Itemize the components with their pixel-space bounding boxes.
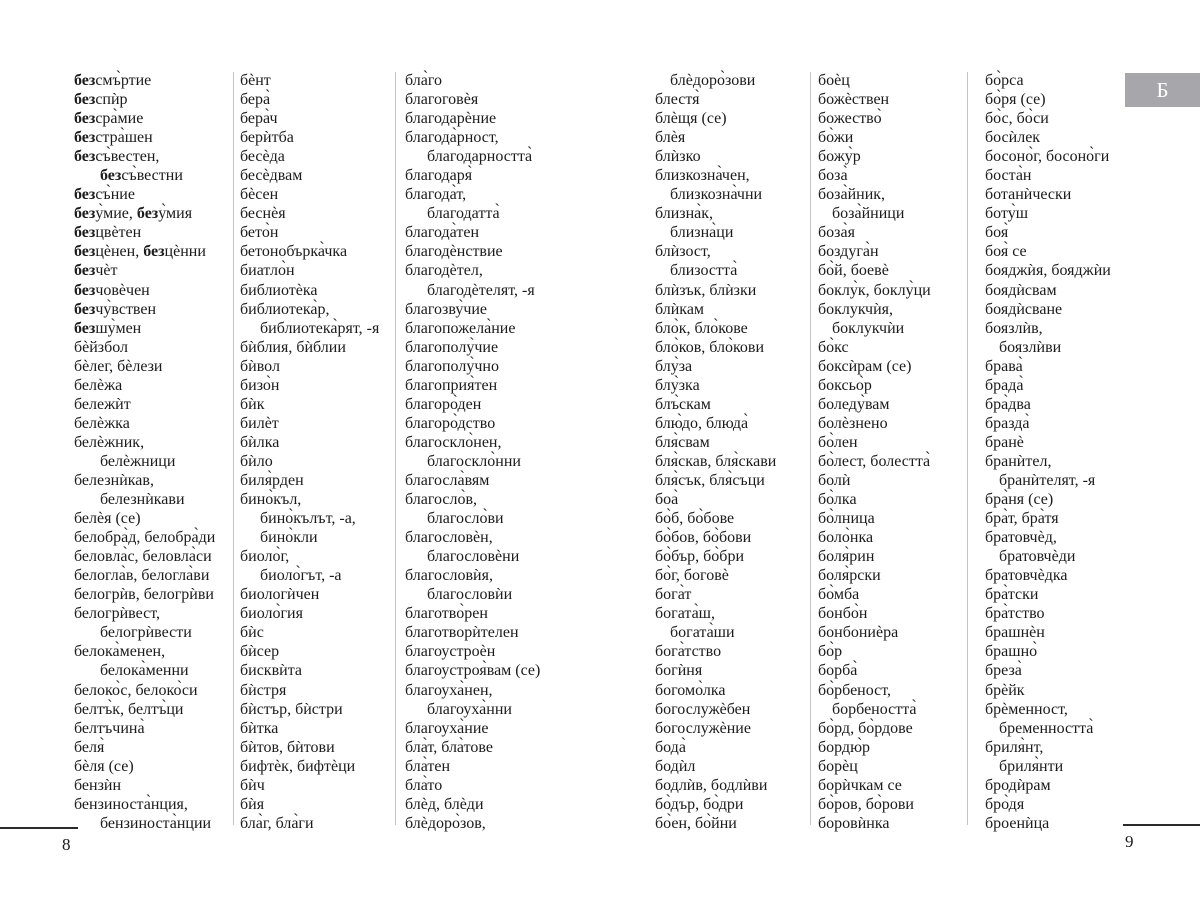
dictionary-entry-line: борѝчкам се (818, 776, 902, 794)
dictionary-entry-line: брашнѐн (985, 624, 1045, 642)
dictionary-entry-line: брада̀ (985, 376, 1024, 394)
dictionary-entry-line: бѝтка (240, 719, 279, 737)
dictionary-entry-line: благодарността̀ (427, 148, 533, 166)
dictionary-entry-line: бера̀ч (240, 110, 278, 128)
dictionary-entry-line: бога̀тство (655, 643, 722, 661)
dictionary-entry-line: безчѐт (74, 262, 118, 280)
dictionary-entry-line: боледу̀вам (818, 395, 890, 413)
dictionary-entry-line: бодѝл (655, 757, 696, 775)
dictionary-entry-line: бла̀то (405, 776, 443, 794)
dictionary-entry-line: беловла̀с, беловла̀си (74, 548, 212, 566)
dictionary-entry-line: бѝблия, бѝблии (240, 338, 346, 356)
dictionary-entry-line: борѐц (818, 757, 858, 775)
dictionary-entry-line: богата̀ш, (655, 605, 715, 623)
dictionary-entry-line: благода̀т, (405, 186, 467, 204)
dictionary-entry-line: благоговѐя (405, 91, 479, 109)
dictionary-entry-line: боклукчѝи (832, 319, 905, 337)
dictionary-entry-line: безсъ̀вестни (100, 167, 183, 185)
dictionary-entry-line: благопожела̀ние (405, 319, 516, 337)
dictionary-entry-line: белезнѝкави (100, 491, 185, 509)
dictionary-entry-line: бо̀мба (818, 586, 860, 604)
dictionary-entry-line: бонбониѐра (818, 624, 899, 642)
dictionary-entry-line: боту̀ш (985, 205, 1029, 223)
dictionary-entry-line: биоло̀г, (240, 548, 290, 566)
dictionary-entry-line: блѐщя (се) (655, 110, 727, 128)
dictionary-entry-line: библиотека̀рят, -я (260, 319, 380, 337)
dictionary-entry-line: боклу̀к, боклу̀ци (818, 281, 931, 299)
column-divider (395, 72, 396, 825)
dictionary-entry-line: благополу̀чно (405, 357, 499, 375)
dictionary-entry-line: белѐжници (100, 452, 176, 470)
dictionary-entry-line: боля̀рски (818, 567, 881, 585)
dictionary-entry-line: болѐзнено (818, 414, 888, 432)
dictionary-entry-line: благоприя̀тен (405, 376, 498, 394)
dictionary-entry-line: безчовѐчен (74, 281, 150, 299)
dictionary-entry-line: бетонобърка̀чка (240, 243, 348, 261)
dictionary-entry-line: благословѐни (427, 548, 520, 566)
dictionary-entry-line: блѐдоро̀зов, (405, 814, 486, 832)
dictionary-entry-line: биатло̀н (240, 262, 295, 280)
dictionary-entry-line: безшу̀мен (74, 319, 142, 337)
section-letter: Б (1156, 77, 1169, 102)
dictionary-entry-line: боза̀ (818, 167, 848, 185)
dictionary-entry-line: белогрѝвест, (74, 605, 160, 623)
dictionary-entry-line: биоло̀гия (240, 605, 303, 623)
dictionary-entry-line: блѐя (655, 129, 686, 147)
dictionary-entry-line: берѝтба (240, 129, 294, 147)
dictionary-entry-line: бино̀кълът, -а, (260, 510, 356, 528)
dictionary-entry-line: блу̀за (655, 357, 693, 375)
dictionary-entry-line: бо̀бов, бо̀бови (655, 529, 752, 547)
dictionary-entry-line: божѐствен (818, 91, 890, 109)
dictionary-entry-line: библиотѐка (240, 281, 318, 299)
dictionary-entry-line: боксѝрам (се) (818, 357, 912, 375)
dictionary-entry-line: бра̀тство (985, 605, 1045, 623)
dictionary-column-6 (985, 71, 1111, 833)
dictionary-entry-line: богомо̀лка (655, 681, 726, 699)
dictionary-entry-line: бонбо̀н (818, 605, 868, 623)
dictionary-entry-line: бо̀ря (се) (985, 91, 1046, 109)
dictionary-entry-line: благоскло̀нни (427, 452, 521, 470)
dictionary-entry-line: благоро̀дство (405, 414, 496, 432)
dictionary-entry-line: бензиноста̀нции (100, 814, 212, 832)
dictionary-entry-line: билѐт (240, 414, 279, 432)
dictionary-entry-line: боязлѝви (999, 338, 1062, 356)
dictionary-entry-line: благотворѝтелен (405, 624, 519, 642)
dictionary-entry-line: белѐя (се) (74, 510, 141, 528)
dictionary-entry-line: бо̀лест, болестта̀ (818, 452, 931, 470)
dictionary-entry-line: белѐжка (74, 414, 130, 432)
dictionary-entry-line: бо̀ров, бо̀рови (818, 795, 914, 813)
dictionary-entry-line: брѐменност, (985, 700, 1068, 718)
dictionary-entry-line: бѝстър, бѝстри (240, 700, 343, 718)
dictionary-entry-line: бино̀кли (260, 529, 318, 547)
dictionary-entry-line: бѐсен (240, 186, 279, 204)
dictionary-entry-line: бино̀къл, (240, 491, 302, 509)
dictionary-entry-line: благоуха̀нен, (405, 681, 493, 699)
dictionary-entry-line: бѝстря (240, 681, 287, 699)
dictionary-entry-line: близна̀к, (655, 205, 714, 223)
dictionary-entry-line: бѝло (240, 452, 273, 470)
dictionary-entry-line: блѐдоро̀зови (670, 72, 756, 89)
dictionary-entry-line: благотво̀рен (405, 605, 488, 623)
dictionary-entry-line: бо̀бър, бо̀бри (655, 548, 744, 566)
dictionary-entry-line: ботанѝчески (985, 186, 1072, 204)
dictionary-entry-line: библиотека̀р, (240, 300, 330, 318)
dictionary-entry-line: бра̀т, бра̀тя (985, 510, 1059, 528)
dictionary-entry-line: бременността̀ (999, 719, 1094, 737)
dictionary-entry-line: белѐжник, (74, 433, 145, 451)
dictionary-entry-line: бѝч (240, 776, 265, 794)
dictionary-entry-line: блестя̀ (655, 91, 700, 109)
dictionary-entry-line: блѐд, блѐди (405, 795, 484, 813)
dictionary-entry-line: боязлѝв, (985, 319, 1043, 337)
dictionary-entry-line: бля̀свам (655, 433, 710, 451)
dictionary-entry-line: благоскло̀нен, (405, 433, 502, 451)
dictionary-entry-line: благоуха̀нни (427, 700, 512, 718)
footer-rule-right (1123, 824, 1200, 826)
dictionary-entry-line: бриля̀нти (999, 757, 1064, 775)
dictionary-entry-line: благоро̀ден (405, 395, 482, 413)
page-number-right: 9 (1125, 832, 1134, 851)
dictionary-entry-line: бля̀сък, бля̀съци (655, 471, 765, 489)
dictionary-entry-line: бояджѝя, бояджѝи (985, 262, 1111, 280)
dictionary-entry-line: бранѝтелят, -я (999, 471, 1096, 489)
dictionary-entry-line: белоко̀с, белоко̀си (74, 681, 198, 699)
dictionary-entry-line: безсъ̀ние (74, 186, 135, 204)
dictionary-entry-line: божество̀ (818, 110, 882, 128)
dictionary-entry-line: бензѝн (74, 776, 122, 794)
dictionary-entry-line: благодатта̀ (427, 205, 500, 223)
dictionary-entry-line: благосло̀в, (405, 491, 478, 509)
dictionary-entry-line: белока̀менен, (74, 643, 166, 661)
dictionary-entry-line: благосло̀ви (427, 510, 504, 528)
dictionary-column-3 (405, 71, 540, 833)
dictionary-entry-line: божу̀р (818, 148, 861, 166)
dictionary-entry-line: благода̀рност, (405, 129, 499, 147)
dictionary-entry-line: бордю̀р (818, 738, 871, 756)
dictionary-entry-line: бо̀ен, бо̀йни (655, 814, 737, 832)
dictionary-entry-line: белтъчина̀ (74, 719, 145, 737)
dictionary-entry-line: блѝзко (655, 148, 701, 166)
dictionary-entry-line: бележѝт (74, 395, 131, 413)
dictionary-entry-line: бесѐда (240, 148, 285, 166)
dictionary-entry-line: безсра̀мие (74, 110, 144, 128)
dictionary-entry-line: богѝня (655, 662, 703, 680)
dictionary-entry-line: боа̀ (655, 491, 679, 509)
dictionary-entry-line: близостта̀ (670, 262, 738, 280)
dictionary-entry-line: биологѝчен (240, 586, 320, 604)
dictionary-entry-line: бѝсер (240, 643, 280, 661)
dictionary-entry-line: безстра̀шен (74, 129, 153, 147)
dictionary-entry-line: белѐжа (74, 376, 123, 394)
dictionary-entry-line: благодѐтелят, -я (427, 281, 535, 299)
dictionary-entry-line: благоустроѐн (405, 643, 496, 661)
dictionary-entry-line: боздуга̀н (818, 243, 879, 261)
dictionary-entry-line: блѝзост, (655, 243, 711, 261)
dictionary-entry-line: блѝзък, блѝзки (655, 281, 757, 299)
dictionary-entry-line: близкозна̀чен, (655, 167, 750, 185)
dictionary-entry-line: бензиноста̀нция, (74, 795, 188, 813)
page-number-left: 8 (62, 835, 71, 854)
dictionary-entry-line: бифтѐк, бифтѐци (240, 757, 356, 775)
dictionary-entry-line: бо̀кс (818, 338, 849, 356)
dictionary-entry-line: бера̀ (240, 91, 271, 109)
dictionary-entry-line: белезнѝкав, (74, 471, 154, 489)
column-divider (810, 72, 811, 825)
dictionary-entry-line: боля̀рин (818, 548, 875, 566)
dictionary-entry-line: белогрѝв, белогрѝви (74, 586, 214, 604)
dictionary-entry-line: богата̀ши (670, 624, 735, 642)
dictionary-entry-line: беснѐя (240, 205, 286, 223)
footer-rule-left (0, 827, 78, 829)
dictionary-entry-line: белока̀менни (100, 662, 189, 680)
dictionary-entry-line: броенѝца (985, 814, 1050, 832)
dictionary-entry-line: бо̀лен (818, 433, 858, 451)
dictionary-entry-line: близна̀ци (670, 224, 734, 242)
dictionary-entry-line: босоно̀г, босоно̀ги (985, 148, 1110, 166)
dictionary-entry-line: бранѐ (985, 433, 1024, 451)
dictionary-entry-line: безсъ̀вестен, (74, 148, 160, 166)
dictionary-entry-line: бодлѝв, бодлѝви (655, 776, 768, 794)
dictionary-column-4 (655, 71, 776, 833)
dictionary-entry-line: благословѝи (427, 586, 513, 604)
dictionary-entry-line: бо̀й, боевѐ (818, 262, 889, 280)
dictionary-entry-line: бода̀ (655, 738, 686, 756)
dictionary-entry-line: боло̀нка (818, 529, 874, 547)
dictionary-entry-line: биля̀рден (240, 471, 304, 489)
dictionary-entry-line: бо̀жи (818, 129, 854, 147)
dictionary-entry-line: безцѐнен, безцѐнни (74, 243, 206, 261)
dictionary-column-5 (818, 71, 931, 833)
dictionary-entry-line: бла̀г, бла̀ги (240, 814, 314, 832)
dictionary-entry-line: боза̀йници (832, 205, 905, 223)
dictionary-entry-line: благословѐн, (405, 529, 493, 547)
dictionary-entry-line: бло̀к, бло̀кове (655, 319, 748, 337)
dictionary-entry-line: безу̀мие, безу̀мия (74, 205, 193, 223)
dictionary-entry-line: боза̀я (818, 224, 855, 242)
dictionary-entry-line: безцвѐтен (74, 224, 142, 242)
dictionary-entry-line: благодарѐние (405, 110, 497, 128)
dictionary-entry-line: биоло̀гът, -а (260, 567, 342, 585)
dictionary-entry-line: бога̀т (655, 586, 692, 604)
dictionary-entry-line: боядѝсвам (985, 281, 1057, 299)
dictionary-entry-line: белогрѝвести (100, 624, 192, 642)
dictionary-entry-line: бѝлка (240, 433, 280, 451)
dictionary-entry-line: бесѐдвам (240, 167, 303, 185)
dictionary-entry-line: благодаря̀ (405, 167, 473, 185)
dictionary-entry-line: бо̀рса (985, 72, 1024, 89)
dictionary-entry-line: бѐйзбол (74, 338, 129, 356)
dictionary-entry-line: боста̀н (985, 167, 1032, 185)
dictionary-entry-line: белобра̀д, белобра̀ди (74, 529, 216, 547)
dictionary-entry-line: бето̀н (240, 224, 279, 242)
dictionary-entry-line: бро̀дя (985, 795, 1025, 813)
dictionary-entry-line: боза̀йник, (818, 186, 886, 204)
dictionary-entry-line: борба̀ (818, 662, 858, 680)
dictionary-entry-line: блю̀до, блюда̀ (655, 414, 749, 432)
dictionary-entry-line: бѝя (240, 795, 265, 813)
dictionary-entry-line: бѝвол (240, 357, 280, 375)
dictionary-entry-line: бля̀скав, бля̀скави (655, 452, 777, 470)
dictionary-entry-line: бла̀тен (405, 757, 451, 775)
dictionary-entry-line: бра̀тски (985, 586, 1039, 604)
dictionary-entry-line: бо̀рбеност, (818, 681, 892, 699)
dictionary-entry-line: бло̀ков, бло̀кови (655, 338, 765, 356)
dictionary-entry-line: братовчѐдка (985, 567, 1068, 585)
dictionary-entry-line: боя̀ се (985, 243, 1027, 261)
dictionary-entry-line: бѝс (240, 624, 264, 642)
dictionary-entry-line: боѐц (818, 72, 850, 89)
dictionary-entry-line: бла̀т, бла̀тове (405, 738, 493, 756)
dictionary-entry-line: безсмъ̀ртие (74, 72, 152, 89)
dictionary-entry-line: бисквѝта (240, 662, 302, 680)
dictionary-entry-line: братовчѐди (999, 548, 1076, 566)
dictionary-entry-line: бо̀лка (818, 491, 857, 509)
dictionary-entry-line: бранѝтел, (985, 452, 1052, 470)
dictionary-entry-line: бродѝрам (985, 776, 1051, 794)
dictionary-entry-line: босѝлек (985, 129, 1041, 147)
dictionary-entry-line: болѝ (818, 471, 851, 489)
dictionary-entry-line: брѐйк (985, 681, 1025, 699)
dictionary-entry-line: бриля̀нт, (985, 738, 1044, 756)
dictionary-entry-line: благосла̀вям (405, 471, 490, 489)
dictionary-entry-line: бреза̀ (985, 662, 1022, 680)
dictionary-entry-line: боя̀ (985, 224, 1009, 242)
dictionary-entry-line: боровѝнка (818, 814, 890, 832)
dictionary-entry-line: бѐля (се) (74, 757, 134, 775)
dictionary-entry-line: бѐлег, бѐлези (74, 357, 163, 375)
dictionary-entry-line: бо̀дър, бо̀дри (655, 795, 744, 813)
dictionary-entry-line: бо̀лница (818, 510, 875, 528)
dictionary-entry-line: бо̀с, бо̀си (985, 110, 1049, 128)
dictionary-entry-line: благозву̀чие (405, 300, 488, 318)
dictionary-entry-line: боклукчѝя, (818, 300, 894, 318)
dictionary-entry-line: бра̀ня (се) (985, 491, 1054, 509)
dictionary-entry-line: бразда̀ (985, 414, 1030, 432)
dictionary-column-1 (74, 71, 215, 833)
dictionary-entry-line: боядѝсване (985, 300, 1063, 318)
dictionary-entry-line: блѝкам (655, 300, 705, 318)
dictionary-entry-line: бѝк (240, 395, 265, 413)
dictionary-entry-line: бо̀рд, бо̀рдове (818, 719, 913, 737)
dictionary-entry-line: бра̀два (985, 395, 1031, 413)
dictionary-entry-line: благоуха̀ние (405, 719, 489, 737)
dictionary-entry-line: бо̀б, бо̀бове (655, 510, 735, 528)
dictionary-entry-line: бо̀г, боговѐ (655, 567, 729, 585)
dictionary-entry-line: боксьо̀р (818, 376, 872, 394)
dictionary-entry-line: благословѝя, (405, 567, 493, 585)
dictionary-entry-line: благоустроя̀вам (се) (405, 662, 541, 680)
dictionary-entry-line: братовчѐд, (985, 529, 1057, 547)
dictionary-entry-line: бо̀р (818, 643, 843, 661)
dictionary-entry-line: бѐнт (240, 72, 271, 89)
dictionary-entry-line: бизо̀н (240, 376, 280, 394)
dictionary-entry-line: бла̀го (405, 72, 442, 89)
dictionary-entry-line: белогла̀в, белогла̀ви (74, 567, 210, 585)
dictionary-entry-line: благодѐнствие (405, 243, 503, 261)
dictionary-entry-line: белтъ̀к, белтъ̀ци (74, 700, 184, 718)
dictionary-entry-line: борбеността̀ (832, 700, 917, 718)
dictionary-entry-line: брава̀ (985, 357, 1023, 375)
column-divider (967, 72, 968, 825)
dictionary-entry-line: благода̀тен (405, 224, 480, 242)
dictionary-entry-line: богослужѐбен (655, 700, 751, 718)
dictionary-entry-line: богослужѐние (655, 719, 751, 737)
dictionary-entry-line: блъ̀скам (655, 395, 711, 413)
dictionary-column-2 (240, 71, 379, 833)
dictionary-entry-line: беля̀ (74, 738, 105, 756)
dictionary-entry-line: брашно̀ (985, 643, 1038, 661)
dictionary-entry-line: блу̀зка (655, 376, 700, 394)
dictionary-entry-line: бѝтов, бѝтови (240, 738, 335, 756)
column-divider (233, 72, 234, 825)
dictionary-entry-line: безчу̀вствен (74, 300, 157, 318)
dictionary-entry-line: благополу̀чие (405, 338, 499, 356)
dictionary-entry-line: благодѐтел, (405, 262, 483, 280)
dictionary-entry-line: безспѝр (74, 91, 128, 109)
section-letter-tab (1125, 73, 1200, 107)
dictionary-entry-line: близкозна̀чни (670, 186, 763, 204)
